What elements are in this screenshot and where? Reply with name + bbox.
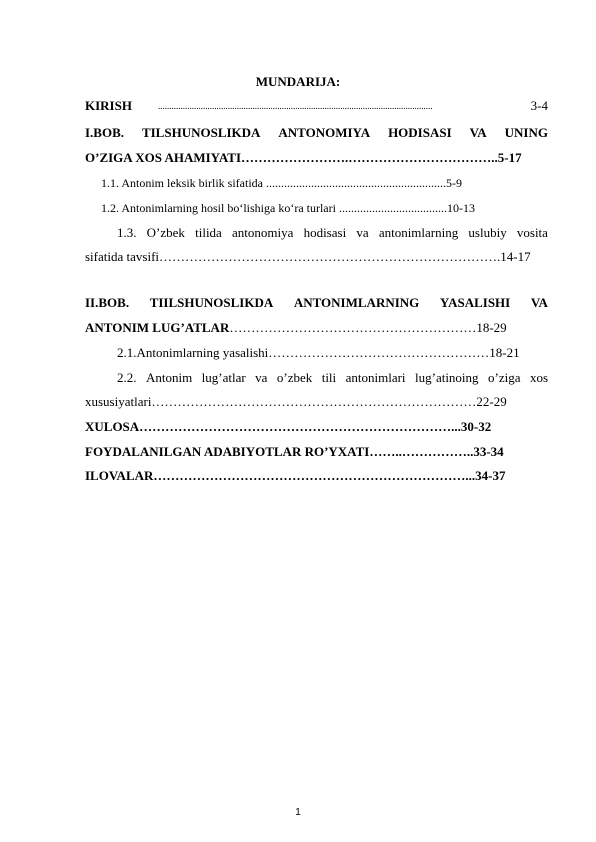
page-title: MUNDARIJA: xyxy=(255,74,341,89)
toc-section-1-3-line1 xyxy=(117,225,548,241)
toc-chapter1-line1 xyxy=(85,125,548,141)
toc-kirish-pages: 3-4 xyxy=(530,98,548,113)
toc-word: 2.2. xyxy=(117,370,137,385)
toc-word: VA xyxy=(469,125,487,140)
toc-word: antonimlarning xyxy=(378,225,459,240)
toc-word: VA xyxy=(530,295,548,310)
toc-word: o’zbek xyxy=(276,370,313,385)
toc-section-2-2-line2: xususiyatlari…………………………………………………………………22-29 xyxy=(85,394,507,409)
toc-entry-foydalanilgan: FOYDALANILGAN ADABIYOTLAR RO’YXATI……..……………..33-34 xyxy=(85,444,504,459)
page-number: 1 xyxy=(295,807,301,818)
toc-section-2-1: 2.1.Antonimlarning yasalishi……………………………………………18-21 xyxy=(117,345,520,360)
toc-entry-ilovalar: ILOVALAR………………………………………………………………...34-37 xyxy=(85,468,506,483)
toc-word: va xyxy=(356,225,369,240)
toc-word: uslubiy xyxy=(468,225,507,240)
toc-section-2-2-line1 xyxy=(117,370,548,386)
toc-word: O’zbek xyxy=(146,225,185,240)
toc-entry-xulosa: XULOSA………………………………………………………………...30-32 xyxy=(85,419,492,434)
toc-word: vosita xyxy=(516,225,548,240)
toc-word: va xyxy=(255,370,268,385)
toc-section-1-2: 1.2. Antonimlarning hosil bo‘lishiga ko‘ra turlari ....................................10-13 xyxy=(101,201,475,215)
toc-word: lug’atlar xyxy=(201,370,246,385)
toc-section-1-3-line2: sifatida tavsifi…………………………………………………………………….14-17 xyxy=(85,249,531,264)
toc-word: YASALISHI xyxy=(439,295,511,310)
toc-entry-kirish xyxy=(85,98,548,114)
toc-word: ANTONIMLARNING xyxy=(293,295,420,310)
toc-chapter2-line1 xyxy=(85,295,548,311)
toc-word: I.BOB. xyxy=(85,125,125,140)
toc-word: o’ziga xyxy=(488,370,521,385)
toc-word: TILSHUNOSLIKDA xyxy=(141,125,261,140)
toc-word: UNING xyxy=(504,125,548,140)
toc-word: ANTONOMIYA xyxy=(278,125,371,140)
toc-word: HODISASI xyxy=(388,125,452,140)
toc-section-1-1: 1.1. Antonim leksik birlik sifatida ............................................................5-9 xyxy=(101,176,462,190)
toc-word: 1.3. xyxy=(117,225,137,240)
toc-word: lug’atinoing xyxy=(415,370,479,385)
toc-word: antonimlari xyxy=(345,370,406,385)
toc-word: TIILSHUNOSLIKDA xyxy=(149,295,274,310)
toc-chapter2-leader-pages: …………………………………………………18-29 xyxy=(229,320,507,335)
toc-word: II.BOB. xyxy=(85,295,130,310)
toc-kirish-label: KIRISH xyxy=(85,98,132,113)
toc-word: Antonim xyxy=(145,370,193,385)
toc-word: xos xyxy=(529,370,548,385)
toc-word: hodisasi xyxy=(303,225,347,240)
toc-chapter1-line2: O’ZIGA XOS AHAMIYATI…………………….……………………………..5-17 xyxy=(85,150,522,165)
toc-kirish-leader: .......................................................................................................................... xyxy=(157,101,433,111)
toc-word: tili xyxy=(321,370,337,385)
toc-word: tilida xyxy=(195,225,222,240)
toc-word: antonomiya xyxy=(232,225,294,240)
toc-chapter2-line2 xyxy=(85,320,548,336)
toc-chapter2-title-part: ANTONIM LUG’ATLAR xyxy=(85,320,230,335)
